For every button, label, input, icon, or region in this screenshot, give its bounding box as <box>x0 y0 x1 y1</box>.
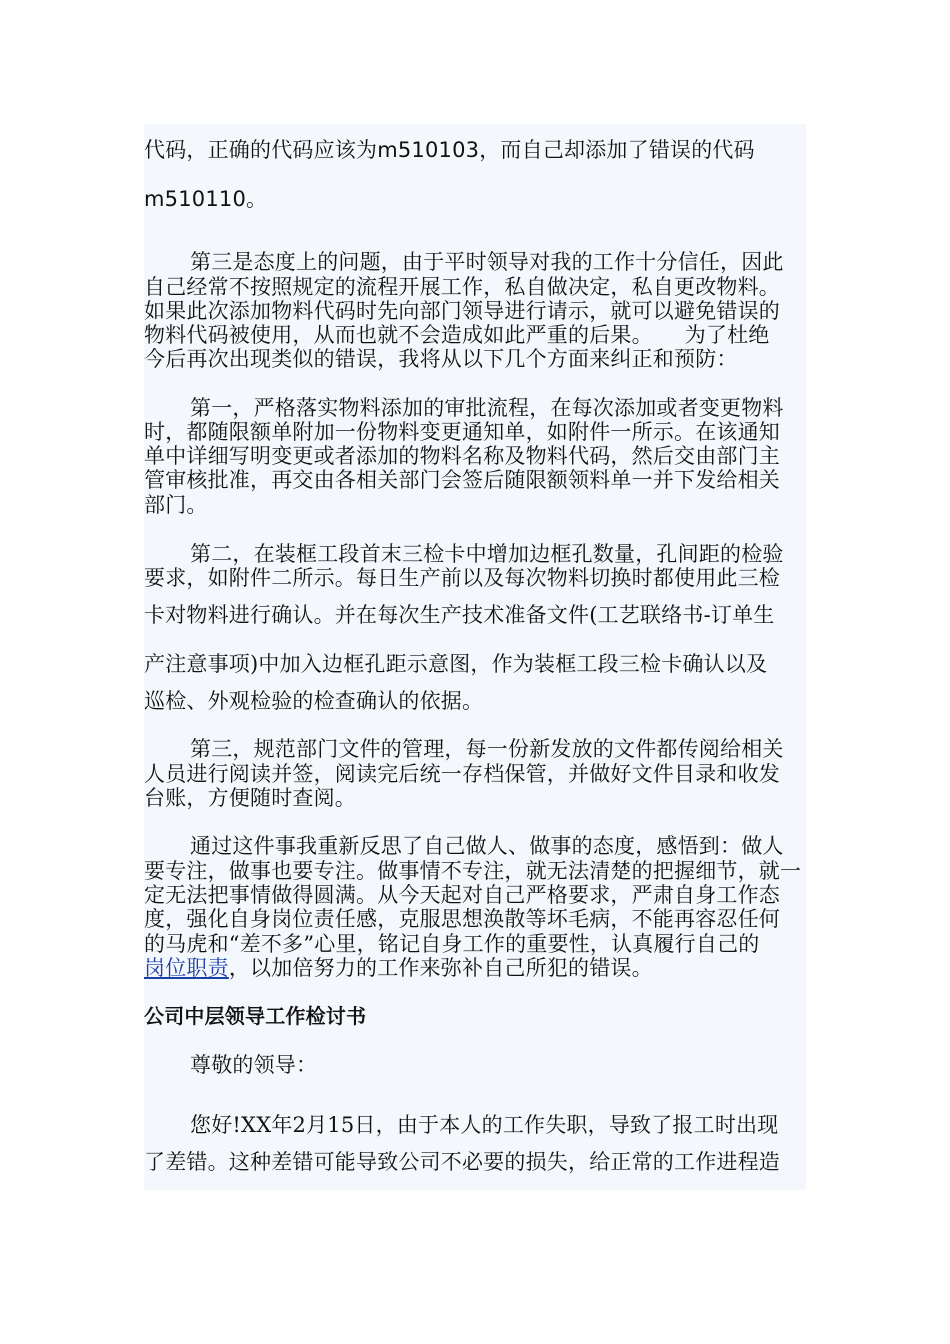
first-measure-line-1: 第一，严格落实物料添加的审批流程，在每次添加或者变更物料 <box>190 396 784 420</box>
second-measure-line-2: 要求，如附件二所示。每日生产前以及每次物料切换时都使用此三检 <box>144 566 780 590</box>
greeting-line-1: 您好!XX年2月15日，由于本人的工作失职，导致了报工时出现 <box>190 1113 779 1137</box>
reflection-line-6-text: ，以加倍努力的工作来弥补自己所犯的错误。 <box>228 956 653 980</box>
section-heading: 公司中层领导工作检讨书 <box>144 1004 367 1028</box>
second-measure-line-5: 巡检、外观检验的检查确认的依据。 <box>144 689 484 713</box>
attitude-line-3: 如果此次添加物料代码时先向部门领导进行请示，就可以避免错误的 <box>144 299 780 323</box>
first-measure-line-4: 管审核批准，再交由各相关部门会签后随限额领料单一并下发给相关 <box>144 468 780 492</box>
third-measure-line-3: 台账，方便随时查阅。 <box>144 786 356 810</box>
reflection-line-1: 通过这件事我重新反思了自己做人、做事的态度，感悟到：做人 <box>190 834 784 858</box>
reflection-line-3: 定无法把事情做得圆满。从今天起对自己严格要求，严肃自身工作态 <box>144 883 780 907</box>
first-measure-line-2: 时，都随限额单附加一份物料变更通知单，如附件一所示。在该通知 <box>144 420 780 444</box>
reflection-line-2: 要专注，做事也要专注。做事情不专注，就无法清楚的把握细节，就一 <box>144 859 802 883</box>
reflection-line-4: 度，强化自身岗位责任感，克服思想涣散等坏毛病，不能再容忍任何 <box>144 907 780 931</box>
salutation: 尊敬的领导： <box>190 1053 318 1077</box>
second-measure-line-3: 卡对物料进行确认。并在每次生产技术准备文件(工艺联络书-订单生 <box>144 603 775 627</box>
reflection-line-6 <box>144 955 806 981</box>
intro-line-1: 代码，正确的代码应该为m510103，而自己却添加了错误的代码 <box>144 138 755 162</box>
third-measure-line-2: 人员进行阅读并签，阅读完后统一存档保管，并做好文件目录和收发 <box>144 762 780 786</box>
first-measure-line-3: 单中详细写明变更或者添加的物料名称及物料代码，然后交由部门主 <box>144 444 780 468</box>
reflection-line-5: 的马虎和“差不多”心里，铭记自身工作的重要性，认真履行自己的 <box>144 932 760 956</box>
greeting-line-2: 了差错。这种差错可能导致公司不必要的损失，给正常的工作进程造 <box>144 1150 780 1174</box>
intro-line-2: m510110。 <box>144 187 268 211</box>
second-measure-line-1: 第二，在装框工段首末三检卡中增加边框孔数量，孔间距的检验 <box>190 542 784 566</box>
attitude-line-4: 物料代码被使用，从而也就不会造成如此严重的后果。 为了杜绝 <box>144 323 770 347</box>
third-measure-line-1: 第三，规范部门文件的管理，每一份新发放的文件都传阅给相关 <box>190 737 784 761</box>
attitude-line-2: 自己经常不按照规定的流程开展工作，私自做决定，私自更改物料。 <box>144 275 780 299</box>
job-duties-link[interactable]: 岗位职责 <box>144 956 229 980</box>
attitude-line-5: 今后再次出现类似的错误，我将从以下几个方面来纠正和预防： <box>144 347 738 371</box>
attitude-line-1: 第三是态度上的问题，由于平时领导对我的工作十分信任，因此 <box>190 250 784 274</box>
first-measure-line-5: 部门。 <box>144 493 208 517</box>
second-measure-line-4: 产注意事项)中加入边框孔距示意图，作为装框工段三检卡确认以及 <box>144 652 768 676</box>
